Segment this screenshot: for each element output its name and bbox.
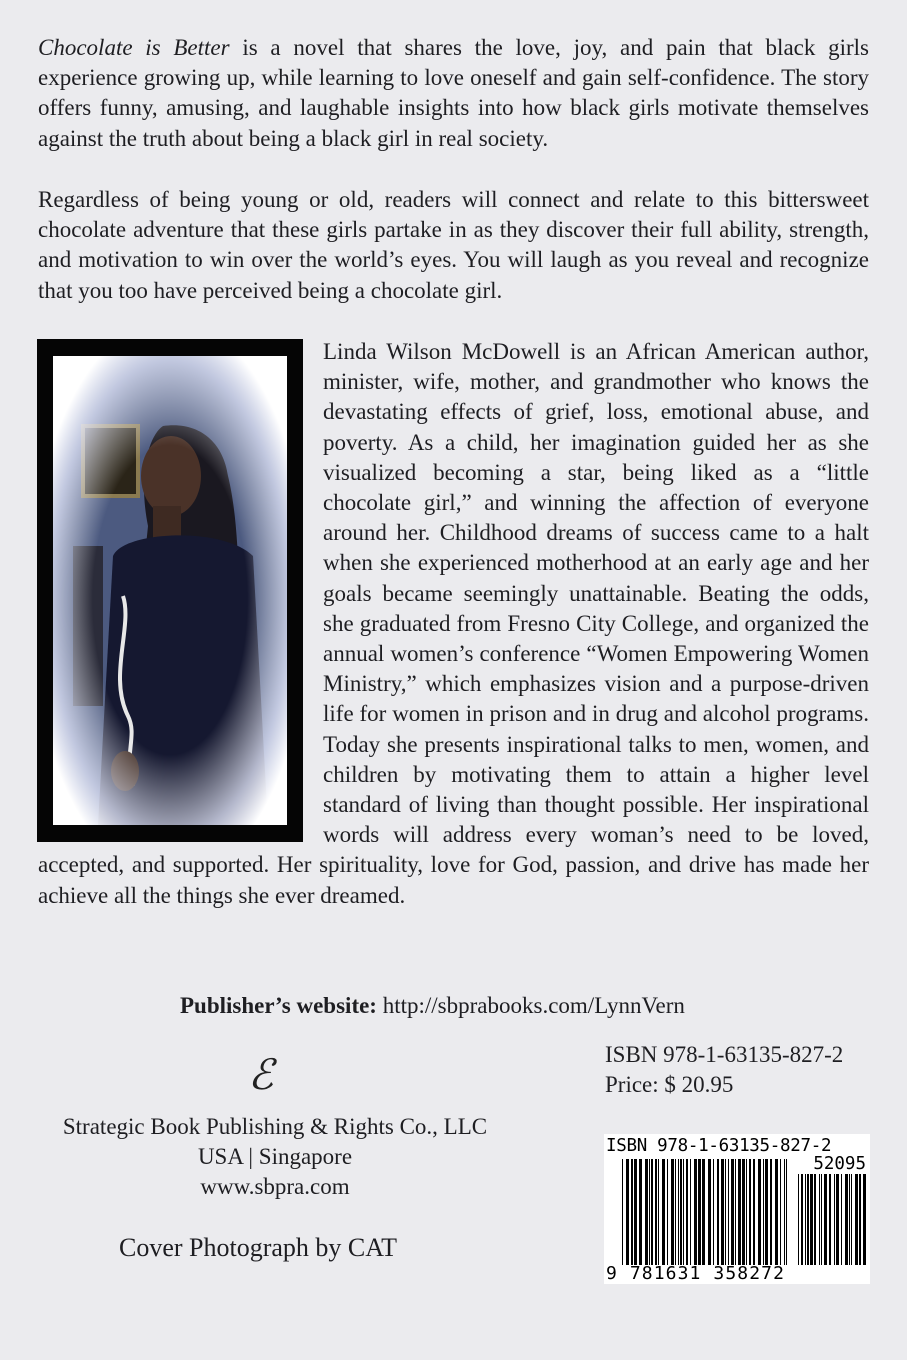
barcode <box>604 1134 870 1284</box>
publisher-website-url[interactable]: http://sbprabooks.com/LynnVern <box>376 993 685 1018</box>
barcode-price-code: 52095 <box>813 1154 866 1174</box>
author-bio-section <box>38 337 869 911</box>
publisher-name: Strategic Book Publishing & Rights Co., LLC <box>62 1114 488 1139</box>
author-portrait-illustration <box>53 356 287 825</box>
isbn-price-block <box>605 1040 843 1100</box>
author-photo <box>37 339 303 842</box>
publisher-logo-icon: ℰ <box>248 1053 274 1099</box>
publisher-website <box>180 993 685 1019</box>
book-title: Chocolate is Better <box>38 35 230 60</box>
publisher-site: www.sbpra.com <box>200 1174 350 1199</box>
isbn-text: ISBN 978-1-63135-827-2 <box>605 1042 844 1067</box>
author-bio-text: Linda Wilson McDowell is an African American author, minister, wife, mother, and grandmother who knows the devastating effects of grief, loss, emotional abuse, and poverty. As a child, her imagination guided her as she visualized becoming a star, being liked as a “little chocolate girl,” and winning the affection of everyone around her. Childhood dreams of success came to a halt when she experienced motherhood at an early age and her goals became seemingly unattainable. Beating the odds, she graduated from Fresno City College, and organized the annual women’s conference “Women Empowering Women Ministry,” which emphasizes vision and a purpose-driven life for women in prison and in drug and alcohol programs. Today she presents inspirational talks to men, women, and children by motivating them to attain a higher level standard of living than thought possible. Her inspirational words will address every woman’s need to be loved, accepted, and supported. Her spirituality, love for God, passion, and drive has made her achieve all the things she ever dreamed. <box>38 339 869 908</box>
publisher-locations: USA | Singapore <box>197 1144 353 1169</box>
barcode-bars <box>604 1134 870 1284</box>
publisher-website-label: Publisher’s website: <box>180 993 377 1018</box>
synopsis-text-1: is a novel that shares the love, joy, and pain that black girls experience growing up, while learning to love oneself and gain self-confidence. The story offers funny, amusing, and laughable insights into how black girls motivate themselves against the truth about being a black girl in real society. <box>38 35 870 151</box>
cover-photo-credit: Cover Photograph by CAT <box>119 1233 398 1262</box>
publisher-info <box>50 1112 500 1202</box>
barcode-ean-digits: 9 781631 358272 <box>606 1263 786 1284</box>
price-text: Price: $ 20.95 <box>605 1072 734 1097</box>
synopsis-paragraph-1 <box>38 33 869 154</box>
synopsis-paragraph-2: Regardless of being young or old, readers will connect and relate to this bittersweet chocolate adventure that these girls partake in as they discover their full ability, strength, and motivation to win over the world’s eyes. You will laugh as you reveal and recognize that you too have perceived being a chocolate girl. <box>38 187 869 303</box>
barcode-isbn-text: ISBN 978-1-63135-827-2 <box>606 1136 832 1156</box>
